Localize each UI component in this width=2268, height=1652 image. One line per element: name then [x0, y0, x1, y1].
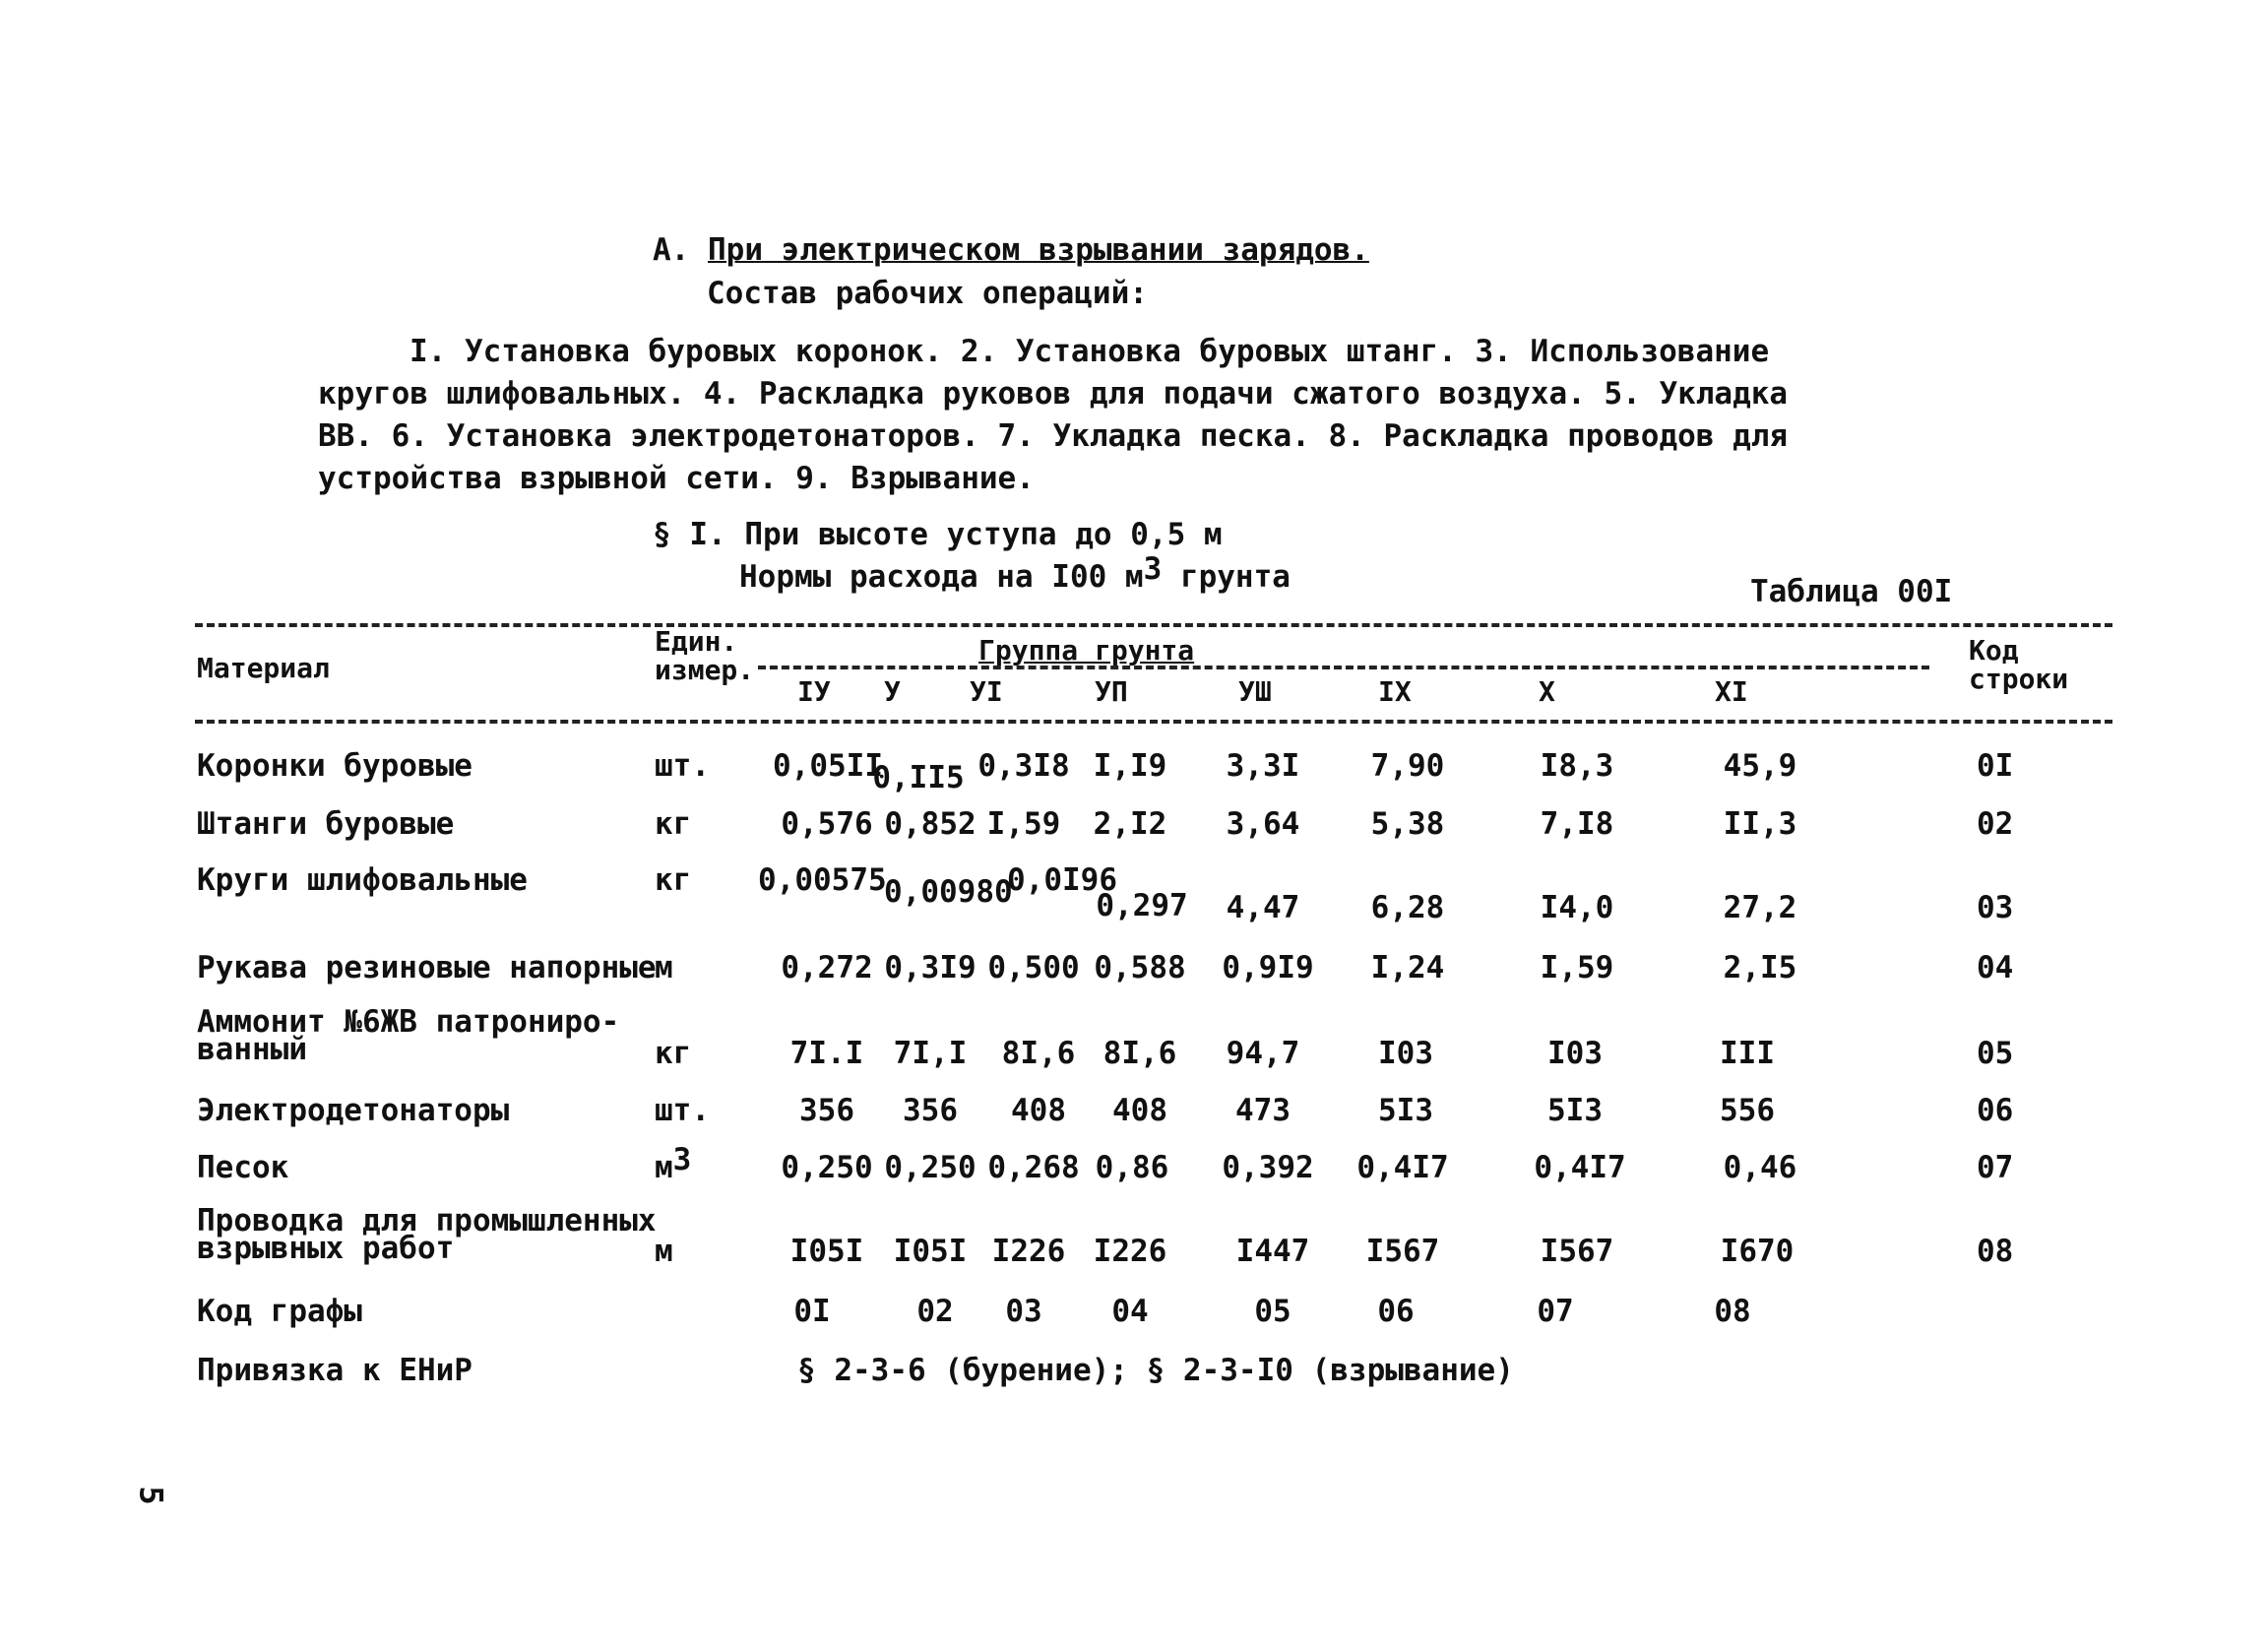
- row-value: 408: [1011, 1093, 1066, 1128]
- table-top-rule: [195, 623, 2112, 627]
- row-name: Круги шлифовальные: [197, 862, 528, 898]
- row-value: 8I,6: [1001, 1036, 1076, 1071]
- row-value: 473: [1235, 1093, 1291, 1128]
- row-value: I,59: [1540, 950, 1614, 985]
- row-name: Штанги буровые: [197, 806, 455, 842]
- row-value: 0,852: [884, 806, 976, 842]
- row-value: 0,0I96: [1007, 862, 1117, 898]
- row-value: 0,576: [781, 806, 873, 842]
- header-code-line2: строки: [1969, 663, 2069, 695]
- row-value: 556: [1720, 1093, 1775, 1128]
- row-name: [197, 1004, 620, 1067]
- row-name-line: Проводка для промышленных: [197, 1203, 657, 1239]
- row-value: II,3: [1723, 806, 1797, 842]
- row-value: 408: [1112, 1093, 1167, 1128]
- operations-text: [318, 331, 1789, 500]
- header-group-4: УП: [1095, 675, 1128, 708]
- row-value: 94,7: [1226, 1036, 1300, 1071]
- row-value: 27,2: [1723, 890, 1797, 925]
- row-value: I,24: [1370, 950, 1445, 985]
- row-value: 356: [799, 1093, 854, 1128]
- row-value: I03: [1547, 1036, 1603, 1071]
- row-value: 0,00980: [884, 874, 1013, 910]
- row-code: 07: [1977, 1150, 2014, 1185]
- page-number: 5: [132, 1486, 170, 1505]
- row-value: 7,90: [1370, 748, 1445, 784]
- row-value: 3,3I: [1226, 748, 1300, 784]
- row-name: Рукава резиновые напорные: [197, 950, 657, 985]
- row-value: 3,64: [1226, 806, 1300, 842]
- row-value: 5I3: [1547, 1093, 1603, 1128]
- group-header-rule: [758, 666, 1929, 669]
- row-value: 7I,I: [893, 1036, 968, 1071]
- column-code: 08: [1714, 1294, 1751, 1329]
- row-unit: шт.: [655, 1093, 710, 1128]
- row-unit: м: [655, 1234, 673, 1269]
- norms-suffix: грунта: [1162, 559, 1291, 595]
- row-value: I567: [1365, 1234, 1440, 1269]
- row-name: Коронки буровые: [197, 748, 472, 784]
- row-name-line: Аммонит №6ЖВ патрониро-: [197, 1004, 620, 1040]
- operations-heading: Состав рабочих операций:: [707, 276, 1148, 311]
- row-name: Песок: [197, 1150, 289, 1185]
- row-value: 0,05II: [773, 748, 883, 784]
- norms-prefix: Нормы расхода на I00 м: [739, 559, 1144, 595]
- row-value: 0,3I8: [977, 748, 1070, 784]
- row-value: I4,0: [1540, 890, 1614, 925]
- row-value: 0,392: [1222, 1150, 1314, 1185]
- row-unit: кг: [655, 806, 692, 842]
- row-unit: [655, 1142, 692, 1185]
- row-value: 6,28: [1370, 890, 1445, 925]
- row-value: 0,9I9: [1222, 950, 1314, 985]
- header-group-2: У: [884, 675, 901, 708]
- row-value: 0,500: [987, 950, 1080, 985]
- row-code: 08: [1977, 1234, 2014, 1269]
- table-header-bottom-rule: [195, 720, 2112, 724]
- header-group-8: XI: [1715, 675, 1748, 708]
- binding-text: § 2-3-6 (бурение); § 2-3-I0 (взрывание): [797, 1353, 1514, 1388]
- row-value: 0,272: [781, 950, 873, 985]
- row-name: [197, 1203, 657, 1266]
- section-letter: А.: [653, 232, 690, 268]
- header-group-7: X: [1539, 675, 1555, 708]
- operations-line: I. Установка буровых коронок. 2. Установка буровых штанг. 3. Использование: [410, 334, 1770, 369]
- row-unit-text: м: [655, 1150, 673, 1185]
- row-code: 0I: [1977, 748, 2014, 784]
- row-value: I05I: [789, 1234, 864, 1269]
- operations-line: устройства взрывной сети. 9. Взрывание.: [318, 461, 1035, 496]
- row-value: I670: [1720, 1234, 1795, 1269]
- header-group-3: УI: [970, 675, 1003, 708]
- operations-line: ВВ. 6. Установка электродетонаторов. 7. Укладка песка. 8. Раскладка проводов для: [318, 418, 1789, 454]
- row-value: I03: [1378, 1036, 1433, 1071]
- row-name-line: взрывных работ: [197, 1231, 455, 1266]
- row-unit: кг: [655, 1036, 692, 1071]
- row-value: I,I9: [1093, 748, 1167, 784]
- row-value: 0,46: [1723, 1150, 1797, 1185]
- row-unit-sup: 3: [672, 1142, 692, 1177]
- header-group: Группа грунта: [975, 636, 1198, 665]
- row-name: Электродетонаторы: [197, 1093, 510, 1128]
- column-code: 05: [1254, 1294, 1292, 1329]
- row-value: 0,86: [1095, 1150, 1169, 1185]
- header-group-1: IУ: [797, 675, 831, 708]
- row-code: 05: [1977, 1036, 2014, 1071]
- row-code: 03: [1977, 890, 2014, 925]
- row-code: 02: [1977, 806, 2014, 842]
- row-value: 5I3: [1378, 1093, 1433, 1128]
- row-value: I226: [991, 1234, 1066, 1269]
- row-name-line: ванный: [197, 1032, 307, 1067]
- row-value: 2,I5: [1723, 950, 1797, 985]
- row-value: 45,9: [1723, 748, 1797, 784]
- binding-label: Привязка к ЕНиР: [197, 1353, 472, 1388]
- row-value: III: [1720, 1036, 1775, 1071]
- row-value: I567: [1540, 1234, 1614, 1269]
- column-code: 07: [1537, 1294, 1574, 1329]
- row-value: 8I,6: [1102, 1036, 1177, 1071]
- norms-sup: 3: [1143, 551, 1163, 587]
- row-unit: м: [655, 950, 673, 985]
- row-value: I226: [1093, 1234, 1167, 1269]
- row-value: 0,3I9: [884, 950, 976, 985]
- header-group-6: IX: [1378, 675, 1412, 708]
- row-value: 0,297: [1096, 888, 1188, 923]
- header-group-5: УШ: [1238, 675, 1272, 708]
- row-value: 5,38: [1370, 806, 1445, 842]
- row-value: I05I: [893, 1234, 968, 1269]
- row-value: 7I.I: [789, 1036, 864, 1071]
- row-value: 0,00575: [758, 862, 887, 898]
- row-code: 06: [1977, 1093, 2014, 1128]
- header-code-line1: Код: [1969, 634, 2019, 667]
- row-value: 0,4I7: [1534, 1150, 1626, 1185]
- header-material: Материал: [197, 652, 330, 684]
- row-value: 0,4I7: [1356, 1150, 1449, 1185]
- row-value: 0,588: [1094, 950, 1186, 985]
- row-value: 2,I2: [1093, 806, 1167, 842]
- column-code: 06: [1377, 1294, 1415, 1329]
- table-label: Таблица 00I: [1750, 574, 1953, 609]
- row-value: 0,II5: [872, 760, 965, 795]
- header-unit-line2: измер.: [655, 654, 755, 686]
- section-title: [653, 232, 1369, 268]
- column-codes-label: Код графы: [197, 1294, 362, 1329]
- row-unit: шт.: [655, 748, 710, 784]
- row-value: 0,250: [781, 1150, 873, 1185]
- row-value: I447: [1235, 1234, 1310, 1269]
- paragraph-title: § I. При высоте уступа до 0,5 м: [653, 517, 1223, 552]
- column-code: 04: [1111, 1294, 1149, 1329]
- row-value: 7,I8: [1540, 806, 1614, 842]
- header-unit-line1: Един.: [655, 625, 738, 658]
- row-code: 04: [1977, 950, 2014, 985]
- row-value: I8,3: [1540, 748, 1614, 784]
- column-code: 02: [916, 1294, 954, 1329]
- row-value: I,59: [986, 806, 1061, 842]
- column-code: 0I: [793, 1294, 831, 1329]
- column-code: 03: [1005, 1294, 1042, 1329]
- row-value: 4,47: [1226, 890, 1300, 925]
- row-unit: кг: [655, 862, 692, 898]
- section-title-text: При электрическом взрывании зарядов.: [708, 232, 1369, 268]
- row-value: 356: [903, 1093, 958, 1128]
- norms-title: [739, 551, 1291, 595]
- operations-line: кругов шлифовальных. 4. Раскладка руковов для подачи сжатого воздуха. 5. Укладка: [318, 376, 1789, 412]
- row-value: 0,250: [884, 1150, 976, 1185]
- row-value: 0,268: [987, 1150, 1080, 1185]
